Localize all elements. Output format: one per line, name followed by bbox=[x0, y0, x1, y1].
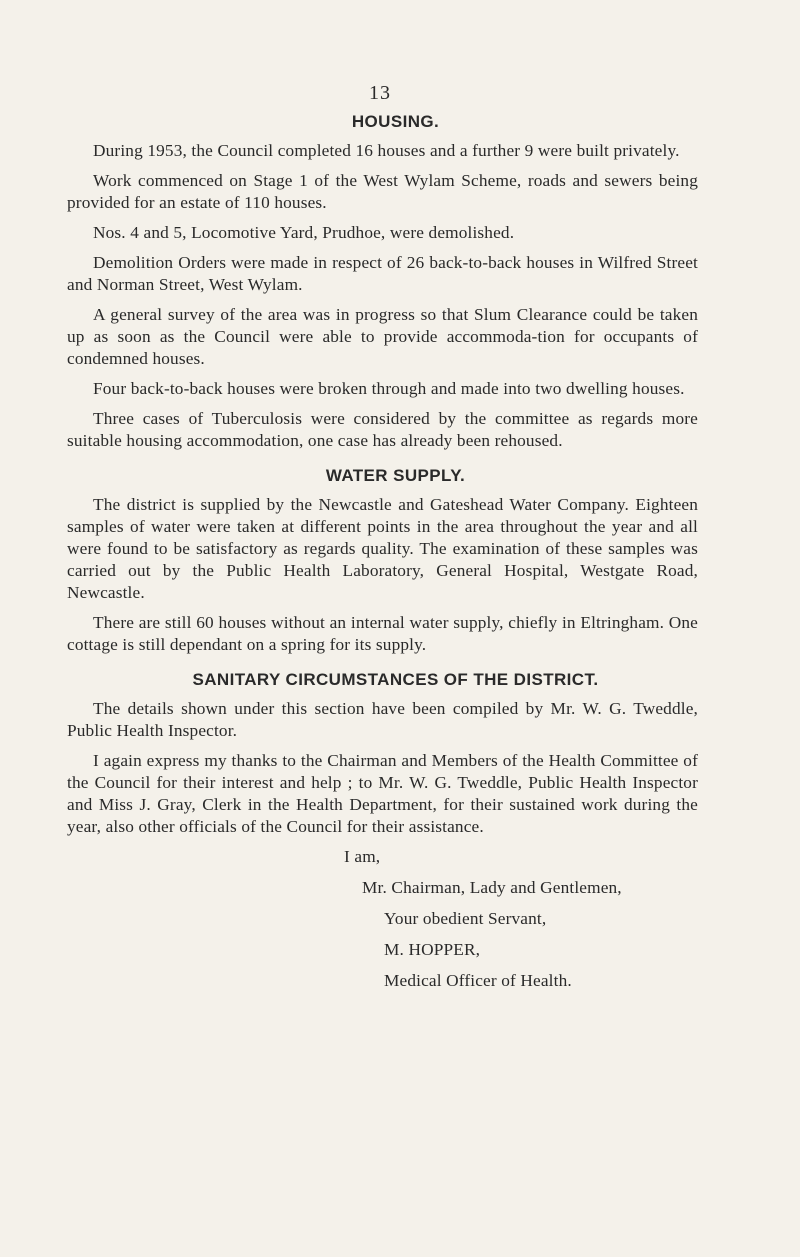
closing-address: Mr. Chairman, Lady and Gentlemen, bbox=[362, 878, 622, 897]
paragraph: I again express my thanks to the Chairman and Members of the Health Committee of the Council for their interest and help ; to Mr. W. G. Tweddle, Public Health Inspector and Miss J. Gray, Clerk in the Health Department, for their sustained work during the year, also other officials of the Council for their assistance. bbox=[67, 751, 698, 836]
section-heading-sanitary: SANITARY CIRCUMSTANCES OF THE DISTRICT. bbox=[192, 670, 599, 689]
paragraph: The district is supplied by the Newcastle and Gateshead Water Company. Eighteen samples of water were taken at different points in the area throughout the year and all were found to be satisfactory as regards quality. The examination of these samples was carried out by the Public Health Laboratory, General Hospital, Westgate Road, Newcastle. bbox=[67, 495, 698, 602]
page-number: 13 bbox=[369, 82, 391, 104]
signatory-title: Medical Officer of Health. bbox=[384, 971, 572, 990]
water-supply-section bbox=[67, 466, 698, 656]
sanitary-circumstances-section bbox=[67, 670, 698, 838]
section-heading-water-supply: WATER SUPPLY. bbox=[325, 466, 466, 485]
letter-closing bbox=[67, 846, 698, 992]
paragraph: The details shown under this section have been compiled by Mr. W. G. Tweddle, Public Health Inspector. bbox=[67, 699, 698, 740]
paragraph: There are still 60 houses without an internal water supply, chiefly in Eltringham. One cottage is still dependant on a spring for its supply. bbox=[67, 613, 698, 654]
paragraph: Four back-to-back houses were broken through and made into two dwelling houses. bbox=[93, 379, 685, 398]
paragraph: Nos. 4 and 5, Locomotive Yard, Prudhoe, were demolished. bbox=[93, 223, 515, 242]
document-body bbox=[67, 112, 698, 1001]
paragraph: During 1953, the Council completed 16 houses and a further 9 were built privately. bbox=[93, 141, 680, 160]
closing-salutation: I am, bbox=[344, 847, 381, 866]
paragraph: Work commenced on Stage 1 of the West Wylam Scheme, roads and sewers being provided for an estate of 110 houses. bbox=[67, 171, 698, 212]
paragraph: A general survey of the area was in progress so that Slum Clearance could be taken up as soon as the Council were able to provide accommoda-tion for occupants of condemned houses. bbox=[67, 305, 698, 368]
housing-section bbox=[67, 112, 698, 452]
paragraph: Demolition Orders were made in respect of 26 back-to-back houses in Wilfred Street and Norman Street, West Wylam. bbox=[67, 253, 698, 294]
signatory-name: M. HOPPER, bbox=[384, 940, 481, 959]
section-heading-housing: HOUSING. bbox=[351, 112, 440, 131]
closing-valediction: Your obedient Servant, bbox=[384, 909, 547, 928]
paragraph: Three cases of Tuberculosis were considered by the committee as regards more suitable housing accommodation, one case has already been rehoused. bbox=[67, 409, 698, 450]
